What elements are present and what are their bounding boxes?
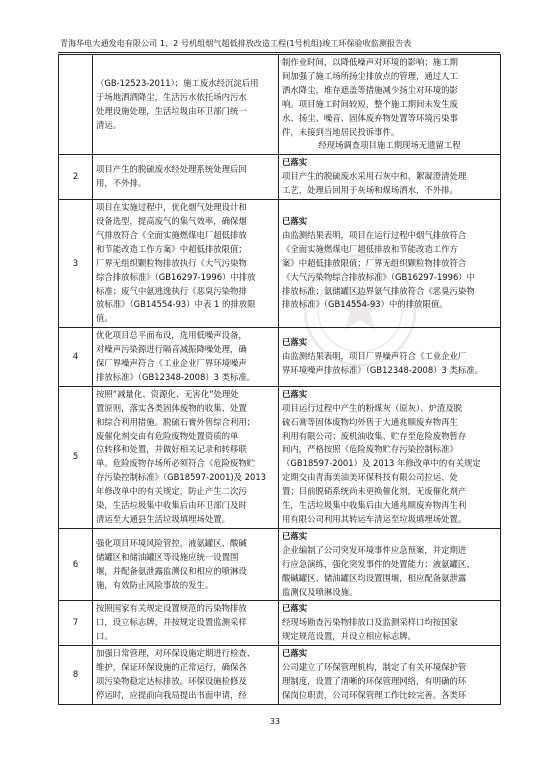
implementation-line: 洒水降尘，堆存遮盖等措施减少扬尘对环境的影 — [282, 84, 458, 95]
requirement-line: 气排放符合《全面实施燃煤电厂超低排放 — [96, 229, 247, 240]
implementation-cell — [279, 155, 501, 200]
requirement-cell — [93, 328, 279, 387]
implementation-line: 酸碱罐区、储油罐区均设置围堰，相应配备氨泄露 — [282, 572, 467, 583]
row-number: 7 — [59, 601, 93, 646]
implementation-line: 利用有限公司；废机油收集、贮存至危险废物暂存 — [282, 430, 467, 441]
requirement-line: 年修改单中的有关规定，防止产生二次污 — [96, 486, 247, 497]
row-number: 4 — [59, 328, 93, 387]
implementation-line: 响。项目施工时间较短，整个施工期间未发生废 — [282, 98, 458, 109]
requirement-line: 优化项目总平面布设，选用低噪声设备， — [96, 330, 247, 341]
status-label: 已落实 — [282, 215, 308, 226]
requirement-line: 厂界无组织颗粒物排放执行《大气污染物 — [96, 257, 247, 268]
requirement-cell — [93, 155, 279, 200]
implementation-line: 置；目前脱硝系统尚未更换催化剂，无废催化剂产 — [282, 486, 467, 497]
requirement-cell — [93, 386, 279, 528]
status-label: 已落实 — [282, 603, 308, 614]
row-number — [59, 55, 93, 155]
requirement-cell — [93, 200, 279, 328]
implementation-line: 经现场勘查污染物排放口及监测采样口均按国家 — [282, 617, 458, 628]
implementation-line: 公司建立了环保管理机构，制定了有关环境保护管 — [282, 662, 467, 673]
requirement-line: 于场地洒洒降尘，生活污水依托场内污水 — [96, 91, 247, 102]
implementation-line: 生，生活垃圾集中收集后由大通兆顺废弃物再生利 — [282, 500, 467, 511]
implementation-line: 规定规范设置，并设立相应标志牌。 — [282, 631, 416, 642]
report-header: 青海华电大通发电有限公司 1、2 号机组烟气超低排放改造工程(1号机组)竣工环保验收监测报告表 — [60, 39, 412, 48]
requirement-line: 设备选型，提高废气的集气效率，确保烟 — [96, 215, 247, 226]
implementation-line: 《全面实施燃煤电厂超低排放和节能改造工作方 — [282, 243, 458, 254]
status-label: 已落实 — [282, 388, 308, 399]
requirement-line: （GB-12523-2011）；施工废水经沉淀后用 — [96, 77, 259, 88]
table-row — [59, 328, 501, 387]
requirement-line: 置原则，落实各类固体废物的收集、处置 — [96, 402, 247, 413]
implementation-line: 间加强了施工场所扬尘排放点的管理，通过人工 — [282, 70, 458, 81]
implementation-line: 定期交由青海美油美环保科技有限公司拉运、处 — [282, 472, 458, 483]
status-label: 已落实 — [282, 648, 308, 659]
row-number: 2 — [59, 155, 93, 200]
requirement-line: 用，不外排。 — [96, 178, 147, 189]
implementation-cell — [279, 646, 501, 705]
implementation-line: 排放标准；氨储罐区边界氨气排放符合《恶臭污染物 — [282, 285, 475, 296]
implementation-line: 监测仪及喷淋设施。 — [282, 586, 358, 597]
implementation-line: 企业编制了公司突发环境事件应急预案，并定期进 — [282, 544, 467, 555]
implementation-cell — [279, 601, 501, 646]
table-row — [59, 200, 501, 328]
row-number: 8 — [59, 646, 93, 705]
requirement-line: 排放标准》（GB12348-2008）3 类标准。 — [96, 371, 256, 382]
requirement-cell — [93, 55, 279, 155]
implementation-cell — [279, 55, 501, 155]
status-label: 已落实 — [282, 337, 308, 348]
implementation-line: 保岗位职责，公司环保管理工作比较完善。各类环 — [282, 689, 467, 700]
requirement-cell — [93, 646, 279, 705]
requirement-line: 值。 — [96, 313, 113, 324]
row-number: 3 — [59, 200, 93, 328]
requirement-line: 处理设施处理，生活垃圾由环卫部门统一 — [96, 105, 247, 116]
requirement-line: 加强日常管理，对环保设施定期进行检查、 — [96, 648, 256, 659]
requirement-line: 存污染控制标准》（GB18597-2001)及 2013 — [96, 472, 267, 483]
implementation-line: 工艺，处理后回用于灰场和煤场洒水，不外排。 — [282, 185, 458, 196]
requirement-line: 放标准》（GB14554-93）中表 1 的排放限 — [96, 299, 256, 310]
implementation-cell — [279, 386, 501, 528]
implementation-line: （GB18597-2001）及 2013 年修改单中的有关规定 — [282, 458, 481, 469]
implementation-line: 排放标准》（GB14554-93）中的排放限值。 — [282, 299, 448, 310]
implementation-line: 用有限公司利用其转运车清运至垃圾填埋场处置。 — [282, 514, 467, 524]
implementation-line: 理制度，设置了清晰的环保管理网络，有明确的环 — [282, 675, 467, 686]
header-rule — [58, 52, 500, 53]
requirement-line: 口。 — [96, 631, 113, 642]
implementation-line: 间内，严格按照《危险废物贮存污染控制标准》 — [282, 444, 458, 455]
implementation-line: 界环境噪声排放标准》（GB12348-2008）3 类标准。 — [282, 364, 484, 375]
requirement-line: 项目产生的脱硫废水经处理系统处理后回 — [96, 164, 247, 175]
table-row — [59, 528, 501, 601]
requirement-cell — [93, 601, 279, 646]
requirement-line: 清运。 — [96, 119, 122, 130]
implementation-cell — [279, 328, 501, 387]
table-row — [59, 386, 501, 528]
requirement-line: 维护，保证环保设施的正常运行，确保各 — [96, 662, 247, 673]
requirement-line: 按照“减量化、资源化、无害化”处理处 — [96, 388, 239, 399]
requirement-line: 口，设立标志牌，并按规定设置监测采样 — [96, 617, 247, 628]
table-row — [59, 55, 501, 155]
implementation-line: 项目产生的脱硫废水采用石灰中和、絮凝澄清处理 — [282, 171, 467, 182]
implementation-cell — [279, 200, 501, 328]
implementation-cell — [279, 528, 501, 601]
requirement-line: 项目在实施过程中，优化烟气处理设计和 — [96, 202, 247, 213]
site-survey-note: 经现场调查项目施工期现场无遗留工程 — [318, 140, 461, 151]
requirement-line: 按照国家有关规定设置规范的污染物排放 — [96, 603, 247, 614]
implementation-line: 硫石膏等固体废物均外售于大通兆顺废弃物再生 — [282, 416, 458, 427]
requirement-line: 堰，并配备氨泄露监测仪和相应的喷淋设 — [96, 565, 247, 576]
implementation-line: 《大气污染物综合排放标准》（GB16297-1996）中 — [282, 271, 476, 282]
requirement-line: 染，生活垃圾集中收集后由环卫部门及时 — [96, 500, 247, 511]
implementation-line: 件，未接到当地居民投诉事件。 — [282, 126, 400, 137]
requirement-line: 和综合利用措施。脱硫石膏外售综合利用； — [96, 416, 256, 427]
row-number: 6 — [59, 528, 93, 601]
implementation-line: 案》中超低排放限值；厂界无组织颗粒物排放符合 — [282, 257, 467, 268]
requirement-line: 和节能改造工作方案》中超低排放限值； — [96, 243, 247, 254]
implementation-line: 行应急演练，强化突发事件的处置能力；液氨罐区、 — [282, 558, 475, 569]
requirement-line: 施，有效防止风险事故的发生。 — [96, 579, 214, 590]
requirement-line: 停运时，应提前向我局提出书面申请，经 — [96, 689, 247, 700]
requirement-line: 保厂界噪声符合《工业企业厂界环境噪声 — [96, 358, 247, 369]
status-label: 已落实 — [282, 157, 308, 168]
requirement-line: 综合排放标准》（GB16297-1996）中排放 — [96, 271, 256, 282]
page-number: 33 — [269, 717, 281, 726]
implementation-line: 制作业时间，以降低噪声对环境的影响；施工期 — [282, 57, 458, 67]
requirement-line: 强化项目环境风险管控，液氨罐区、酸碱 — [96, 537, 247, 548]
implementation-line: 项目运行过程中产生的粉煤灰（原灰）、炉渣及脱 — [282, 402, 463, 413]
implementation-line: 水、扬尘、噪音、固体废弃物处置等环境污染事 — [282, 112, 458, 123]
requirement-line: 对噪声污染源进行隔音减振降噪处理，确 — [96, 344, 247, 355]
measures-table — [58, 54, 501, 705]
requirement-line: 单。危险废物存场所必须符合《危险废物贮 — [96, 458, 256, 469]
requirement-line: 位转移和处置，并做好相关记录和转移联 — [96, 444, 247, 455]
requirement-line: 标准；废气中氨逃逸执行《恶臭污染物排 — [96, 285, 247, 296]
table-row — [59, 601, 501, 646]
row-number: 5 — [59, 386, 93, 528]
requirement-cell — [93, 528, 279, 601]
requirement-line: 储罐区和储油罐区等设施应统一设置围 — [96, 551, 239, 562]
table-row — [59, 646, 501, 705]
status-label: 已落实 — [282, 530, 308, 541]
implementation-line: 由监测结果表明，项目在运行过程中烟气排放符合 — [282, 229, 467, 240]
requirement-line: 项污染物稳定达标排放。环保设施检修及 — [96, 675, 247, 686]
requirement-line: 废催化剂交由有危险废物处置资质的单 — [96, 430, 239, 441]
requirement-line: 清运至大通县生活垃圾填埋场处置。 — [96, 514, 230, 524]
table-row — [59, 155, 501, 200]
implementation-line: 由监测结果表明，项目厂界噪声符合《工业企业厂 — [282, 351, 467, 362]
